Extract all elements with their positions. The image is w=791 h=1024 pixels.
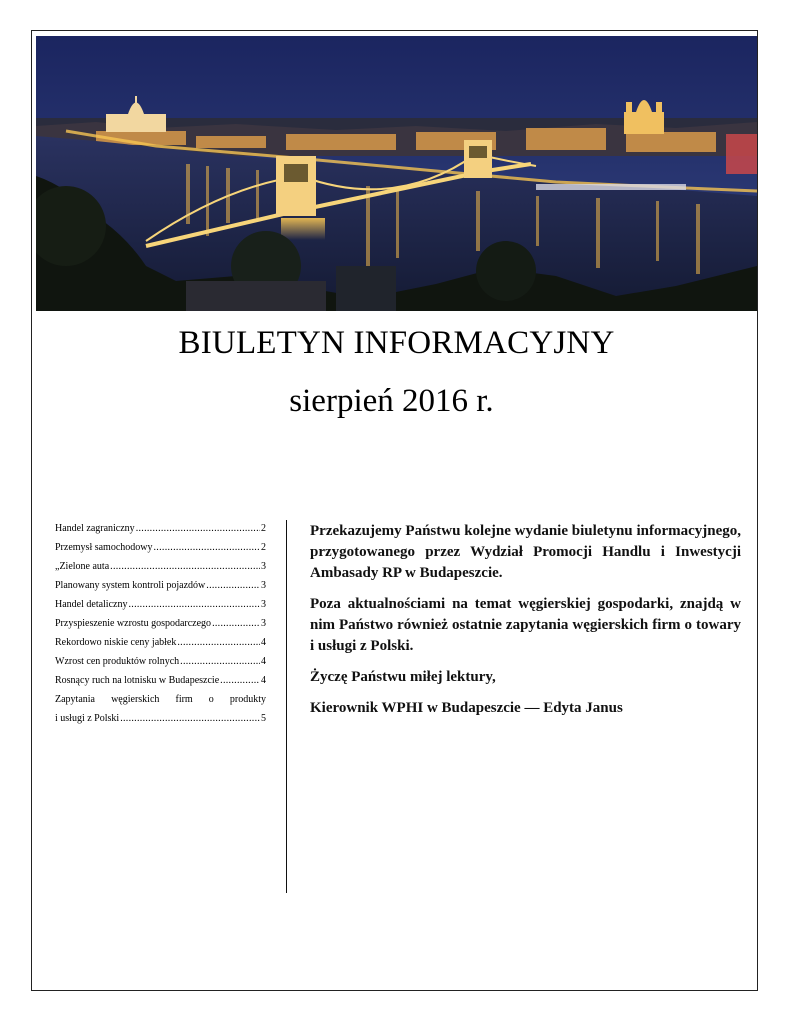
budapest-night-panorama xyxy=(36,36,757,311)
toc-item-page: 3 xyxy=(261,618,266,629)
toc-item-page: 2 xyxy=(261,523,266,534)
toc-item-label: Wzrost cen produktów rolnych xyxy=(55,656,180,667)
toc-item[interactable] xyxy=(55,519,266,538)
toc-item-label: Rekordowo niskie ceny jabłek xyxy=(55,637,177,648)
intro-paragraph: Poza aktualnościami na temat węgierskiej gospodarki, znajdą w nim Państwo również ostatnie zapytania węgierskich firm o towary i usługi z Polski. xyxy=(310,596,741,654)
toc-item-label: Handel detaliczny xyxy=(55,599,128,610)
cover-photo xyxy=(36,36,757,311)
toc-item-page: 4 xyxy=(261,637,266,648)
intro-paragraph: Przekazujemy Państwu kolejne wydanie biuletynu informacyjnego, przygotowanego przez Wydział Promocji Handlu i Inwestycji Ambasady RP w Budapeszcie. xyxy=(310,523,741,581)
toc-item-label: Przyspieszenie wzrostu gospodarczego xyxy=(55,618,212,629)
toc-leader xyxy=(177,633,260,652)
toc-item[interactable] xyxy=(55,633,266,652)
column-divider xyxy=(286,520,287,893)
toc-leader xyxy=(206,576,260,595)
toc-item-page: 4 xyxy=(261,656,266,667)
toc-item[interactable] xyxy=(55,595,266,614)
toc-item-label: Rosnący ruch na lotnisku w Budapeszcie xyxy=(55,675,220,686)
toc-item-page: 3 xyxy=(261,580,266,591)
toc-item-page: 4 xyxy=(261,675,266,686)
toc-item[interactable] xyxy=(55,652,266,671)
toc-item-page: 5 xyxy=(261,713,266,724)
toc-item[interactable] xyxy=(55,557,266,576)
bulletin-title: BIULETYN INFORMACYJNY xyxy=(178,325,615,361)
greeting: Życzę Państwu miłej lektury, xyxy=(310,669,496,685)
toc-leader xyxy=(180,652,260,671)
toc-leader xyxy=(128,595,260,614)
toc-leader xyxy=(136,519,260,538)
toc-item[interactable] xyxy=(55,576,266,595)
toc-item-label: Zapytania węgierskich firm o produkty xyxy=(55,694,266,705)
toc-item-label: „Zielone auta xyxy=(55,561,110,572)
toc-item[interactable] xyxy=(55,671,266,690)
toc-leader xyxy=(154,538,261,557)
toc-item-label: Handel zagraniczny xyxy=(55,523,135,534)
toc-item-page: 2 xyxy=(261,542,266,553)
table-of-contents xyxy=(55,519,266,728)
toc-item-page: 3 xyxy=(261,599,266,610)
toc-leader xyxy=(220,671,260,690)
toc-item-label: Planowany system kontroli pojazdów xyxy=(55,580,206,591)
toc-item[interactable] xyxy=(55,538,266,557)
intro-text xyxy=(310,521,741,729)
signature: Kierownik WPHI w Budapeszcie — Edyta Janus xyxy=(310,700,623,716)
toc-item-label: Przemysł samochodowy xyxy=(55,542,153,553)
toc-leader xyxy=(110,557,260,576)
toc-item[interactable] xyxy=(55,690,266,728)
toc-item[interactable] xyxy=(55,614,266,633)
bulletin-date: sierpień 2016 r. xyxy=(289,383,494,419)
toc-item-label: i usługi z Polski xyxy=(55,713,120,724)
toc-item-page: 3 xyxy=(261,561,266,572)
toc-leader xyxy=(212,614,260,633)
toc-leader xyxy=(120,709,260,728)
